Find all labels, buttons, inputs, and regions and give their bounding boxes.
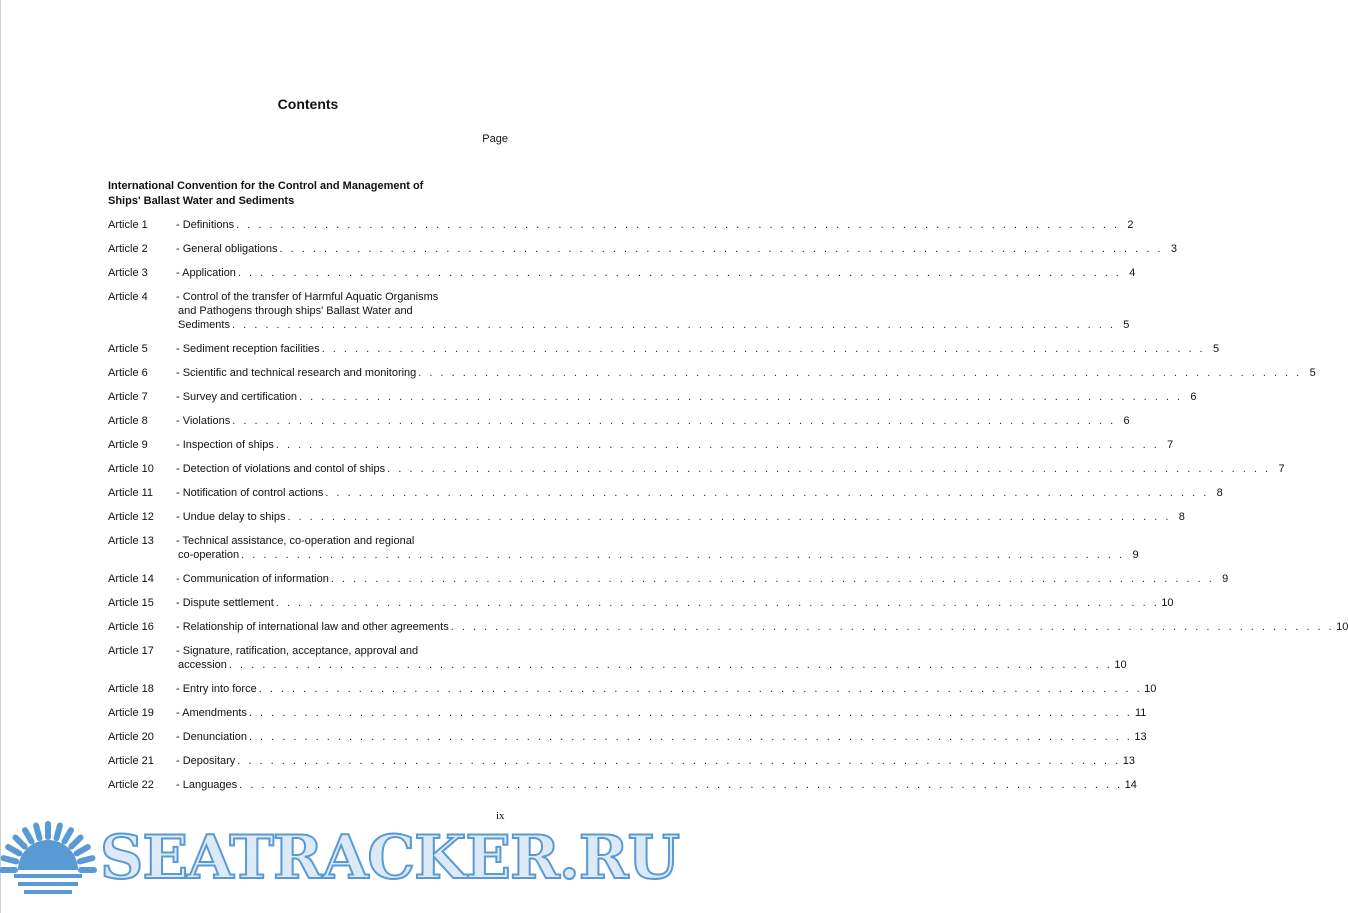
article-title: accession — [178, 659, 227, 671]
page-column-label: Page — [482, 133, 508, 145]
article-number: Article 5 — [108, 343, 148, 355]
article-number: Article 20 — [108, 731, 154, 743]
dot-leader: . . . . . . . . . . . . . . . . . . . . . . . . . . . . . . . . . . . . . . . . . . . . . . . . . . . . . . . . . . . . . . . . . . . . . . . . . . . . . . . . — [287, 511, 1171, 523]
page-ref: 10 — [1161, 597, 1174, 609]
article-title: - Notification of control actions — [176, 487, 324, 499]
page-ref: 10 — [1336, 621, 1348, 633]
toc-entry — [108, 596, 1174, 610]
dot-leader: . . . . . . . . . . . . . . . . . . . . . . . . . . . . . . . . . . . . . . . . . . . . . . . . . . . . . . . . . . . . . . . . . . . . . . . . . . . . . . . . — [418, 367, 1302, 379]
article-title: - Application — [176, 267, 236, 279]
page-title: Contents — [277, 96, 339, 112]
page-ref: 8 — [1216, 487, 1223, 499]
article-title: co-operation — [178, 549, 240, 561]
article-number: Article 12 — [108, 511, 154, 523]
table-of-contents — [108, 218, 1348, 802]
article-number: Article 19 — [108, 707, 154, 719]
toc-entry — [108, 218, 1134, 232]
article-title: - Violations — [176, 415, 231, 427]
dot-leader: . . . . . . . . . . . . . . . . . . . . . . . . . . . . . . . . . . . . . . . . . . . . . . . . . . . . . . . . . . . . . . . . . . . . . . . . . . . . . . . . — [237, 755, 1121, 767]
page-ref: 5 — [1309, 367, 1316, 379]
page-ref: 6 — [1190, 391, 1197, 403]
article-number: Article 11 — [108, 487, 154, 499]
dot-leader: . . . . . . . . . . . . . . . . . . . . . . . . . . . . . . . . . . . . . . . . . . . . . . . . . . . . . . . . . . . . . . . . . . . . . . . . . . . . . . . . — [321, 343, 1206, 355]
article-title: - Relationship of international law and other agreements — [176, 621, 449, 633]
page-ref: 11 — [1134, 707, 1147, 719]
page-ref: 14 — [1124, 779, 1137, 791]
dot-leader: . . . . . . . . . . . . . . . . . . . . . . . . . . . . . . . . . . . . . . . . . . . . . . . . . . . . . . . . . . . . . . . . . . . . . . . . . . . . . . . . — [450, 621, 1335, 633]
dot-leader: . . . . . . . . . . . . . . . . . . . . . . . . . . . . . . . . . . . . . . . . . . . . . . . . . . . . . . . . . . . . . . . . . . . . . . . . . . . . . . . . — [232, 415, 1116, 427]
dot-leader: . . . . . . . . . . . . . . . . . . . . . . . . . . . . . . . . . . . . . . . . . . . . . . . . . . . . . . . . . . . . . . . . . . . . . . . . . . . . . . . . — [325, 487, 1209, 499]
article-number: Article 21 — [108, 755, 154, 767]
toc-entry — [108, 572, 1229, 586]
toc-entry — [108, 754, 1135, 768]
toc-entry — [108, 366, 1316, 380]
article-number: Article 7 — [108, 391, 148, 403]
toc-entry — [108, 682, 1157, 696]
article-number: Article 3 — [108, 267, 148, 279]
article-number: Article 9 — [108, 439, 148, 451]
toc-entry — [108, 778, 1137, 792]
article-title: and Pathogens through ships' Ballast Water and — [178, 305, 413, 317]
article-title: - Survey and certification — [176, 391, 298, 403]
dot-leader: . . . . . . . . . . . . . . . . . . . . . . . . . . . . . . . . . . . . . . . . . . . . . . . . . . . . . . . . . . . . . . . . . . . . . . . . . . . . . . . . — [236, 219, 1120, 231]
toc-entry — [108, 730, 1147, 744]
toc-entry — [108, 510, 1185, 524]
article-title: - Denunciation — [176, 731, 247, 743]
article-title: - Technical assistance, co-operation and regional — [176, 535, 415, 547]
toc-entry — [108, 342, 1220, 356]
page-ref: 5 — [1123, 319, 1130, 331]
dot-leader: . . . . . . . . . . . . . . . . . . . . . . . . . . . . . . . . . . . . . . . . . . . . . . . . . . . . . . . . . . . . . . . . . . . . . . . . . . . . . . . . — [237, 267, 1122, 279]
article-number: Article 6 — [108, 367, 148, 379]
section-heading — [108, 179, 468, 209]
article-number: Article 4 — [108, 291, 148, 303]
toc-entry — [108, 242, 1177, 256]
article-title: - Depositary — [176, 755, 236, 767]
article-title: - Detection of violations and contol of ships — [176, 463, 386, 475]
toc-entry — [108, 644, 1127, 672]
toc-entry — [108, 390, 1197, 404]
article-number: Article 22 — [108, 779, 154, 791]
article-number: Article 13 — [108, 535, 154, 547]
article-title: - General obligations — [176, 243, 278, 255]
page-ref: 3 — [1170, 243, 1177, 255]
toc-entry — [108, 486, 1223, 500]
toc-entry — [108, 438, 1174, 452]
page-ref: 10 — [1114, 659, 1127, 671]
page-number: ix — [496, 810, 505, 822]
dot-leader: . . . . . . . . . . . . . . . . . . . . . . . . . . . . . . . . . . . . . . . . . . . . . . . . . . . . . . . . . . . . . . . . . . . . . . . . . . . . . . . . — [239, 779, 1123, 791]
page-ref: 13 — [1122, 755, 1135, 767]
article-number: Article 2 — [108, 243, 148, 255]
article-number: Article 18 — [108, 683, 154, 695]
dot-leader: . . . . . . . . . . . . . . . . . . . . . . . . . . . . . . . . . . . . . . . . . . . . . . . . . . . . . . . . . . . . . . . . . . . . . . . . . . . . . . . . — [228, 659, 1113, 671]
toc-entry — [108, 534, 1139, 562]
page-ref: 4 — [1129, 267, 1136, 279]
article-number: Article 16 — [108, 621, 154, 633]
article-title: - Scientific and technical research and monitoring — [176, 367, 417, 379]
dot-leader: . . . . . . . . . . . . . . . . . . . . . . . . . . . . . . . . . . . . . . . . . . . . . . . . . . . . . . . . . . . . . . . . . . . . . . . . . . . . . . . . — [241, 549, 1125, 561]
toc-entry — [108, 266, 1136, 280]
dot-leader: . . . . . . . . . . . . . . . . . . . . . . . . . . . . . . . . . . . . . . . . . . . . . . . . . . . . . . . . . . . . . . . . . . . . . . . . . . . . . . . . — [258, 683, 1143, 695]
watermark-text: SEATRACKER.RU — [100, 823, 679, 893]
dot-leader: . . . . . . . . . . . . . . . . . . . . . . . . . . . . . . . . . . . . . . . . . . . . . . . . . . . . . . . . . . . . . . . . . . . . . . . . . . . . . . . . — [330, 573, 1215, 585]
dot-leader: . . . . . . . . . . . . . . . . . . . . . . . . . . . . . . . . . . . . . . . . . . . . . . . . . . . . . . . . . . . . . . . . . . . . . . . . . . . . . . . . — [387, 463, 1271, 475]
article-title: - Signature, ratification, acceptance, approval and — [176, 645, 419, 657]
article-title: - Inspection of ships — [176, 439, 274, 451]
section-heading-line-1: International Convention for the Control and Management of — [108, 180, 424, 192]
dot-leader: . . . . . . . . . . . . . . . . . . . . . . . . . . . . . . . . . . . . . . . . . . . . . . . . . . . . . . . . . . . . . . . . . . . . . . . . . . . . . . . . — [279, 243, 1163, 255]
dot-leader: . . . . . . . . . . . . . . . . . . . . . . . . . . . . . . . . . . . . . . . . . . . . . . . . . . . . . . . . . . . . . . . . . . . . . . . . . . . . . . . . — [275, 597, 1160, 609]
toc-entry — [108, 414, 1130, 428]
toc-entry — [108, 462, 1285, 476]
page-edge — [0, 0, 1, 913]
dot-leader: . . . . . . . . . . . . . . . . . . . . . . . . . . . . . . . . . . . . . . . . . . . . . . . . . . . . . . . . . . . . . . . . . . . . . . . . . . . . . . . . — [248, 707, 1133, 719]
article-title: Sediments — [178, 319, 230, 331]
article-title: - Amendments — [176, 707, 247, 719]
dot-leader: . . . . . . . . . . . . . . . . . . . . . . . . . . . . . . . . . . . . . . . . . . . . . . . . . . . . . . . . . . . . . . . . . . . . . . . . . . . . . . . . — [275, 439, 1160, 451]
article-title: - Dispute settlement — [176, 597, 274, 609]
article-title: - Languages — [176, 779, 238, 791]
dot-leader: . . . . . . . . . . . . . . . . . . . . . . . . . . . . . . . . . . . . . . . . . . . . . . . . . . . . . . . . . . . . . . . . . . . . . . . . . . . . . . . . — [299, 391, 1183, 403]
article-title: - Definitions — [176, 219, 235, 231]
article-title: - Control of the transfer of Harmful Aquatic Organisms — [176, 291, 439, 303]
article-title: - Undue delay to ships — [176, 511, 286, 523]
page-ref: 9 — [1222, 573, 1229, 585]
dot-leader: . . . . . . . . . . . . . . . . . . . . . . . . . . . . . . . . . . . . . . . . . . . . . . . . . . . . . . . . . . . . . . . . . . . . . . . . . . . . . . . . — [248, 731, 1133, 743]
page-ref: 7 — [1278, 463, 1285, 475]
section-heading-line-2: Ships' Ballast Water and Sediments — [108, 195, 295, 207]
article-number: Article 17 — [108, 645, 154, 657]
page-ref: 13 — [1134, 731, 1147, 743]
article-number: Article 15 — [108, 597, 154, 609]
article-number: Article 8 — [108, 415, 148, 427]
article-title: - Sediment reception facilities — [176, 343, 320, 355]
page-ref: 8 — [1178, 511, 1185, 523]
toc-entry — [108, 290, 1130, 332]
article-number: Article 1 — [108, 219, 148, 231]
page-ref: 6 — [1123, 415, 1130, 427]
article-title: - Entry into force — [176, 683, 257, 695]
page-ref: 7 — [1167, 439, 1174, 451]
toc-entry — [108, 620, 1348, 634]
page-ref: 2 — [1127, 219, 1134, 231]
page-ref: 5 — [1213, 343, 1220, 355]
article-number: Article 14 — [108, 573, 154, 585]
article-number: Article 10 — [108, 463, 154, 475]
page-ref: 9 — [1132, 549, 1139, 561]
article-title: - Communication of information — [176, 573, 329, 585]
toc-entry — [108, 706, 1147, 720]
dot-leader: . . . . . . . . . . . . . . . . . . . . . . . . . . . . . . . . . . . . . . . . . . . . . . . . . . . . . . . . . . . . . . . . . . . . . . . . . . . . . . . . — [231, 319, 1116, 331]
page-ref: 10 — [1144, 683, 1157, 695]
